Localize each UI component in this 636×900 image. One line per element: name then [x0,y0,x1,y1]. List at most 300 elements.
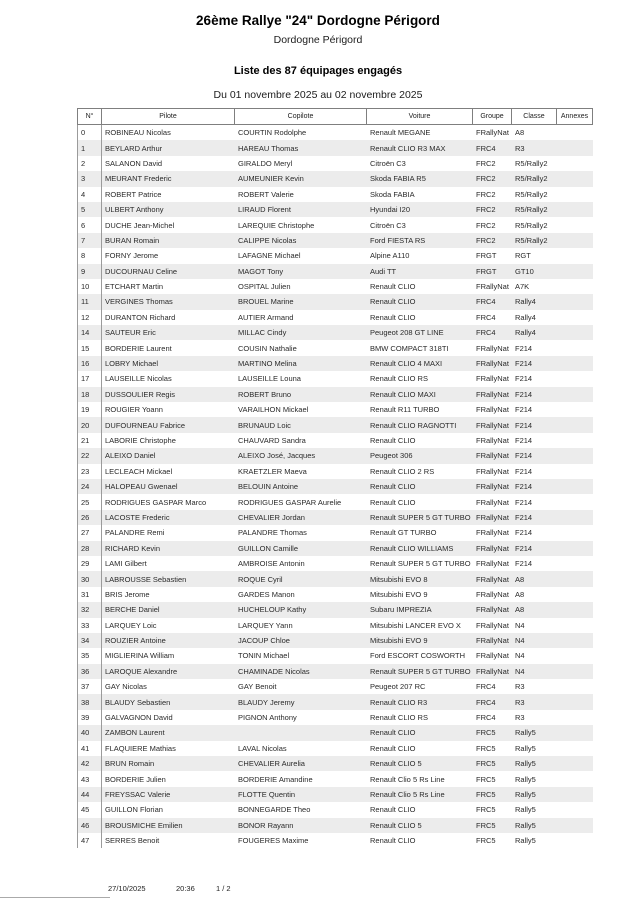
cell-annexes [557,771,593,786]
cell-annexes [557,833,593,848]
cell-copilote: HAREAU Thomas [238,143,299,153]
cell-copilote: MARTINO Melina [238,359,297,369]
cell-pilote: FREYSSAC Valerie [105,789,171,799]
cell-copilote: ROBERT Bruno [238,389,292,399]
cell-groupe: FRC5 [476,728,496,738]
cell-voiture: Renault CLIO 2 RS [370,466,435,476]
cell-voiture: Renault CLIO R3 MAX [370,143,446,153]
cell-annexes [557,618,593,633]
table-row [77,125,593,140]
cell-groupe: FRC4 [476,143,496,153]
table-row [77,202,593,217]
cell-annexes [557,541,593,556]
cell-classe: F214 [515,359,533,369]
cell-copilote: BROUEL Marine [238,297,294,307]
cell-annexes [557,294,593,309]
cell-voiture: Renault CLIO RS [370,713,428,723]
table-row [77,787,593,802]
cell-pilote: ROBINEAU Nicolas [105,128,171,138]
table-row [77,448,593,463]
cell-pilote: BEYLARD Arthur [105,143,163,153]
cell-groupe: FRC5 [476,759,496,769]
cell-copilote: TONIN Michael [238,651,290,661]
cell-voiture: Audi TT [370,266,397,276]
cell-voiture: Renault MEGANE [370,128,431,138]
cell-number: 36 [77,664,102,679]
cell-voiture: Renault CLIO [370,312,416,322]
cell-pilote: LOBRY Michael [105,359,159,369]
cell-classe: Rally5 [515,789,536,799]
cell-annexes [557,310,593,325]
cell-pilote: MIGLIERINA William [105,651,175,661]
cell-copilote: BELOUIN Antoine [238,482,299,492]
cell-voiture: Renault R11 TURBO [370,405,440,415]
table-row [77,156,593,171]
cell-number: 40 [77,725,102,740]
table-row [77,618,593,633]
cell-number: 22 [77,448,102,463]
cell-annexes [557,125,593,140]
cell-annexes [557,710,593,725]
cell-classe: Rally4 [515,328,536,338]
cell-number: 38 [77,694,102,709]
table-row [77,294,593,309]
header-cell-classe: Classe [512,108,557,125]
cell-number: 19 [77,402,102,417]
table-row [77,602,593,617]
cell-classe: Rally5 [515,805,536,815]
cell-pilote: DUFOURNEAU Fabrice [105,420,186,430]
cell-annexes [557,587,593,602]
cell-voiture: Hyundai I20 [370,205,411,215]
cell-pilote: LAMI Gilbert [105,559,147,569]
cell-pilote: BORDERIE Julien [105,774,166,784]
cell-copilote: CHEVALIER Jordan [238,512,305,522]
cell-copilote: COURTIN Rodolphe [238,128,307,138]
cell-groupe: FRC2 [476,189,496,199]
header-cell-copilote: Copilote [235,108,367,125]
cell-pilote: BORDERIE Laurent [105,343,172,353]
cell-annexes [557,602,593,617]
cell-groupe: FRC5 [476,789,496,799]
page-subtitle: Dordogne Périgord [273,34,363,46]
table-row [77,525,593,540]
cell-classe: N4 [515,651,525,661]
cell-groupe: FRC4 [476,328,496,338]
cell-classe: Rally4 [515,312,536,322]
cell-classe: R5/Rally2 [515,189,548,199]
cell-pilote: DUSSOULIER Regis [105,389,176,399]
cell-groupe: FRallyNat [476,466,509,476]
cell-number: 8 [77,248,102,263]
cell-classe: F214 [515,420,533,430]
cell-classe: Rally5 [515,820,536,830]
cell-classe: Rally5 [515,759,536,769]
cell-voiture: Mitsubishi EVO 9 [370,636,428,646]
cell-voiture: Skoda FABIA R5 [370,174,426,184]
cell-annexes [557,171,593,186]
cell-classe: Rally5 [515,836,536,846]
cell-classe: Rally5 [515,743,536,753]
cell-voiture: BMW COMPACT 318TI [370,343,449,353]
cell-groupe: FRC2 [476,158,496,168]
cell-number: 31 [77,587,102,602]
cell-classe: A8 [515,574,525,584]
cell-number: 27 [77,525,102,540]
cell-annexes [557,417,593,432]
cell-groupe: FRC4 [476,312,496,322]
cell-voiture: Renault CLIO WILLIAMS [370,543,454,553]
cell-annexes [557,248,593,263]
cell-annexes [557,233,593,248]
cell-annexes [557,325,593,340]
cell-groupe: FRC2 [476,235,496,245]
table-row [77,725,593,740]
cell-copilote: HUCHELOUP Kathy [238,605,307,615]
cell-groupe: FRC2 [476,174,496,184]
cell-number: 43 [77,771,102,786]
cell-groupe: FRallyNat [476,512,509,522]
cell-copilote: BLAUDY Jeremy [238,697,295,707]
table-row [77,233,593,248]
cell-number: 6 [77,217,102,232]
cell-copilote: LAREQUIE Christophe [238,220,315,230]
cell-annexes [557,725,593,740]
cell-annexes [557,371,593,386]
footer-time: 20:36 [176,884,195,893]
cell-classe: N4 [515,666,525,676]
cell-number: 3 [77,171,102,186]
cell-number: 28 [77,541,102,556]
cell-copilote: CHAUVARD Sandra [238,436,306,445]
cell-classe: R5/Rally2 [515,158,548,168]
cell-groupe: FRC4 [476,697,496,707]
table-row [77,510,593,525]
cell-copilote: KRAETZLER Maeva [238,466,307,476]
cell-voiture: Renault CLIO 5 [370,820,422,830]
cell-copilote: ALEIXO José, Jacques [238,451,316,461]
cell-voiture: Renault CLIO RS [370,374,428,384]
cell-number: 25 [77,494,102,509]
cell-annexes [557,648,593,663]
cell-pilote: BROUSMICHE Emilien [105,820,183,830]
cell-voiture: Subaru IMPREZIA [370,605,432,615]
cell-groupe: FRallyNat [476,666,509,676]
header-cell-pilote: Pilote [102,108,235,125]
cell-voiture: Ford ESCORT COSWORTH [370,651,466,661]
cell-classe: R3 [515,143,525,153]
cell-annexes [557,633,593,648]
cell-pilote: ULBERT Anthony [105,205,164,215]
cell-pilote: LAROQUE Alexandre [105,666,178,676]
cell-copilote: CHEVALIER Aurelia [238,759,305,769]
cell-voiture: Mitsubishi EVO 8 [370,574,428,584]
cell-copilote: PIGNON Anthony [238,713,297,723]
table-row [77,140,593,155]
table-row [77,217,593,232]
header-cell-voiture: Voiture [367,108,473,125]
cell-classe: F214 [515,482,533,492]
cell-groupe: FRallyNat [476,343,509,353]
cell-voiture: Renault CLIO MAXI [370,389,436,399]
cell-groupe: FRGT [476,266,497,276]
cell-classe: A7K [515,282,530,292]
cell-number: 44 [77,787,102,802]
cell-pilote: ROUZIER Antoine [105,636,166,646]
cell-number: 5 [77,202,102,217]
cell-pilote: VERGINES Thomas [105,297,173,307]
cell-pilote: LABORIE Christophe [105,436,176,445]
cell-classe: F214 [515,405,533,415]
cell-groupe: FRallyNat [476,405,509,415]
cell-groupe: FRallyNat [476,374,509,384]
cell-voiture: Renault CLIO [370,743,416,753]
cell-number: 39 [77,710,102,725]
cell-pilote: ROUGIER Yoann [105,405,163,415]
cell-annexes [557,340,593,355]
cell-copilote: BONOR Rayann [238,820,294,830]
cell-annexes [557,756,593,771]
cell-number: 29 [77,556,102,571]
table-row [77,387,593,402]
cell-classe: F214 [515,543,533,553]
cell-annexes [557,787,593,802]
table-header-row [77,108,593,125]
cell-annexes [557,217,593,232]
table-row [77,479,593,494]
cell-pilote: ALEIXO Daniel [105,451,156,461]
cell-annexes [557,202,593,217]
cell-classe: R3 [515,697,525,707]
cell-voiture: Ford FIESTA RS [370,235,426,245]
cell-number: 46 [77,818,102,833]
cell-voiture: Mitsubishi LANCER EVO X [370,620,461,630]
cell-classe: GT10 [515,266,534,276]
cell-classe: R3 [515,713,525,723]
cell-classe: R5/Rally2 [515,235,548,245]
cell-copilote: GARDES Manon [238,589,295,599]
cell-annexes [557,741,593,756]
cell-classe: F214 [515,436,533,445]
table-row [77,679,593,694]
cell-number: 1 [77,140,102,155]
cell-number: 32 [77,602,102,617]
cell-pilote: LARQUEY Loic [105,620,157,630]
cell-annexes [557,402,593,417]
cell-pilote: DURANTON Richard [105,312,176,322]
cell-number: 42 [77,756,102,771]
cell-pilote: LAUSEILLE Nicolas [105,374,172,384]
cell-number: 14 [77,325,102,340]
cell-number: 20 [77,417,102,432]
cell-pilote: PALANDRE Remi [105,528,165,538]
cell-groupe: FRallyNat [476,282,509,292]
cell-annexes [557,494,593,509]
cell-groupe: FRC5 [476,820,496,830]
cell-copilote: BONNEGARDE Theo [238,805,311,815]
table-row [77,587,593,602]
cell-pilote: BLAUDY Sebastien [105,697,171,707]
cell-number: 2 [77,156,102,171]
cell-annexes [557,694,593,709]
cell-groupe: FRallyNat [476,636,509,646]
cell-annexes [557,187,593,202]
cell-classe: F214 [515,343,533,353]
cell-pilote: DUCHE Jean-Michel [105,220,175,230]
cell-voiture: Renault SUPER 5 GT TURBO [370,559,471,569]
table-row [77,710,593,725]
cell-copilote: LARQUEY Yann [238,620,293,630]
cell-voiture: Renault CLIO RAGNOTTI [370,420,457,430]
cell-classe: F214 [515,451,533,461]
table-row [77,402,593,417]
cell-pilote: ROBERT Patrice [105,189,162,199]
cell-number: 9 [77,264,102,279]
cell-voiture: Peugeot 208 GT LINE [370,328,444,338]
cell-voiture: Renault CLIO [370,836,416,846]
table-row [77,664,593,679]
cell-copilote: ROBERT Valerie [238,189,294,199]
cell-annexes [557,356,593,371]
entry-table [77,108,593,848]
table-row [77,802,593,817]
table-row [77,371,593,386]
list-title: Liste des 87 équipages engagés [233,65,403,77]
cell-annexes [557,264,593,279]
cell-groupe: FRallyNat [476,436,509,445]
table-row [77,771,593,786]
cell-number: 26 [77,510,102,525]
cell-copilote: GAY Benoit [238,682,277,692]
footer-page-number: 1 / 2 [216,884,231,893]
cell-voiture: Citroën C3 [370,158,406,168]
cell-groupe: FRallyNat [476,389,509,399]
cell-annexes [557,433,593,448]
table-row [77,694,593,709]
cell-pilote: RODRIGUES GASPAR Marco [105,497,207,507]
cell-annexes [557,448,593,463]
cell-voiture: Renault CLIO [370,436,416,445]
cell-classe: R5/Rally2 [515,205,548,215]
cell-copilote: GIRALDO Meryl [238,158,293,168]
cell-copilote: COUSIN Nathalie [238,343,297,353]
cell-pilote: GUILLON Florian [105,805,163,815]
cell-number: 24 [77,479,102,494]
cell-number: 23 [77,464,102,479]
cell-pilote: GALVAGNON David [105,713,173,723]
table-row [77,741,593,756]
cell-groupe: FRallyNat [476,528,509,538]
footer-date: 27/10/2025 [108,884,146,893]
cell-number: 12 [77,310,102,325]
cell-voiture: Renault CLIO R3 [370,697,428,707]
table-row [77,417,593,432]
header-cell-groupe: Groupe [473,108,512,125]
cell-copilote: LAUSEILLE Louna [238,374,301,384]
cell-voiture: Renault CLIO [370,805,416,815]
table-row [77,279,593,294]
cell-voiture: Peugeot 306 [370,451,413,461]
table-row [77,541,593,556]
cell-voiture: Renault CLIO [370,282,416,292]
page-edge-line [0,897,110,898]
cell-copilote: CALIPPE Nicolas [238,235,297,245]
cell-number: 37 [77,679,102,694]
cell-pilote: HALOPEAU Gwenael [105,482,178,492]
entry-table-body [77,125,593,848]
cell-number: 11 [77,294,102,309]
cell-groupe: FRallyNat [476,359,509,369]
cell-number: 34 [77,633,102,648]
cell-number: 7 [77,233,102,248]
cell-groupe: FRallyNat [476,620,509,630]
cell-voiture: Mitsubishi EVO 9 [370,589,428,599]
table-row [77,356,593,371]
cell-classe: Rally4 [515,297,536,307]
cell-voiture: Renault CLIO 4 MAXI [370,359,443,369]
cell-groupe: FRC4 [476,682,496,692]
cell-number: 18 [77,387,102,402]
cell-pilote: RICHARD Kevin [105,543,161,553]
cell-number: 21 [77,433,102,448]
cell-pilote: LECLEACH Mickael [105,466,173,476]
cell-voiture: Renault SUPER 5 GT TURBO [370,666,471,676]
cell-copilote: AUTIER Armand [238,312,294,322]
cell-copilote: CHAMINADE Nicolas [238,666,310,676]
cell-copilote: GUILLON Camille [238,543,299,553]
cell-copilote: MILLAC Cindy [238,328,287,338]
cell-copilote: BRUNAUD Loic [238,420,291,430]
table-row [77,464,593,479]
cell-classe: R5/Rally2 [515,220,548,230]
cell-voiture: Renault Clio 5 Rs Line [370,789,445,799]
cell-classe: F214 [515,497,533,507]
table-row [77,756,593,771]
table-row [77,171,593,186]
cell-annexes [557,818,593,833]
cell-groupe: FRallyNat [476,451,509,461]
cell-copilote: JACOUP Chloe [238,636,290,646]
cell-annexes [557,556,593,571]
table-row [77,494,593,509]
cell-copilote [235,725,367,740]
cell-annexes [557,664,593,679]
cell-classe: A8 [515,589,525,599]
table-row [77,633,593,648]
cell-groupe: FRallyNat [476,574,509,584]
cell-copilote: VARAILHON Mickael [238,405,309,415]
date-range: Du 01 novembre 2025 au 02 novembre 2025 [213,89,423,101]
cell-classe: R3 [515,682,525,692]
cell-pilote: DUCOURNAU Celine [105,266,178,276]
cell-number: 30 [77,571,102,586]
cell-copilote: BORDERIE Amandine [238,774,313,784]
cell-voiture: Renault CLIO 5 [370,759,422,769]
cell-classe: R5/Rally2 [515,174,548,184]
cell-annexes [557,571,593,586]
cell-copilote: LAVAL Nicolas [238,743,287,753]
cell-pilote: FLAQUIERE Mathias [105,743,176,753]
cell-pilote: LACOSTE Frederic [105,512,170,522]
cell-pilote: BRIS Jerome [105,589,150,599]
cell-copilote: FLOTTE Quentin [238,789,296,799]
cell-pilote: SAUTEUR Eric [105,328,156,338]
cell-voiture: Renault CLIO [370,297,416,307]
cell-number: 33 [77,618,102,633]
cell-copilote: FOUGERES Maxime [238,836,309,846]
cell-annexes [557,479,593,494]
cell-annexes [557,140,593,155]
